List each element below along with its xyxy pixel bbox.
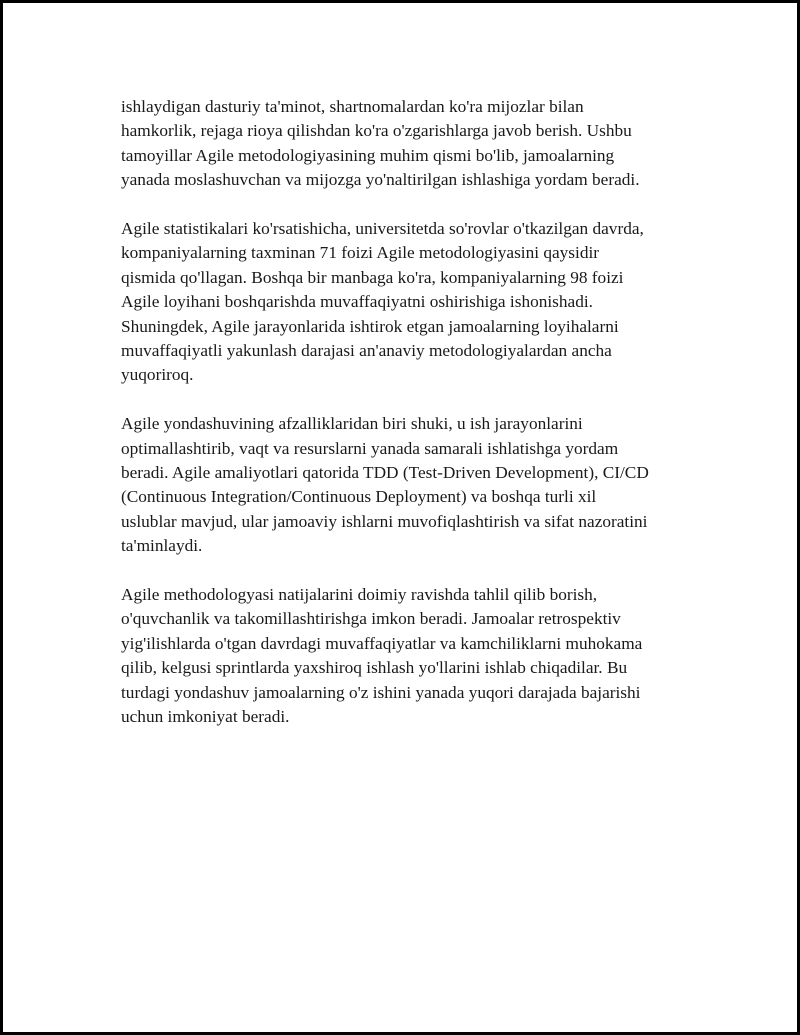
document-body: [121, 95, 701, 754]
paragraph-agile-principles: ishlaydigan dasturiy ta'minot, shartnomalardan ko'ra mijozlar bilan hamkorlik, rejaga rioya qilishdan ko'ra o'zgarishlarga javob berish. Ushbu tamoyillar Agile metodologiyasining muhim qismi bo'lib, jamoalarning yanada moslashuvchan va mijozga yo'naltirilgan ishlashiga yordam beradi.: [121, 97, 640, 190]
paragraph-agile-statistics: Agile statistikalari ko'rsatishicha, universitetda so'rovlar o'tkazilgan davrda, kompaniyalarning taxminan 71 foizi Agile metodologiyasini qaysidir qismida qo'llagan. Boshqa bir manbaga ko'ra, kompaniyalarning 98 foizi Agile loyihani boshqarishda muvaffaqiyatni oshirishiga ishonishadi. Shuningdek, Agile jarayonlarida ishtirok etgan jamoalarning loyihalarni muvaffaqiyatli yakunlash darajasi an'anaviy metodologiyalardan ancha yuqoriroq.: [121, 219, 644, 385]
paragraph-agile-retrospective: Agile methodologyasi natijalarini doimiy ravishda tahlil qilib borish, o'quvchanlik va takomillashtirishga imkon beradi. Jamoalar retrospektiv yig'ilishlarda o'tgan davrdagi muvaffaqiyatlar va kamchiliklarni muhokama qilib, kelgusi sprintlarda yaxshiroq ishlash yo'llarini ishlab chiqadilar. Bu turdagi yondashuv jamoalarning o'z ishini yanada yuqori darajada bajarishi uchun imkoniyat beradi.: [121, 585, 643, 727]
paragraph-agile-advantages: Agile yondashuvining afzalliklaridan biri shuki, u ish jarayonlarini optimallashtirib, vaqt va resurslarni yanada samarali ishlatishga yordam beradi. Agile amaliyotlari qatorida TDD (Test-Driven Development), CI/CD (Continuous Integration/Continuous Deployment) va boshqa turli xil uslublar mavjud, ular jamoaviy ishlarni muvofiqlashtirish va sifat nazoratini ta'minlaydi.: [121, 414, 649, 556]
